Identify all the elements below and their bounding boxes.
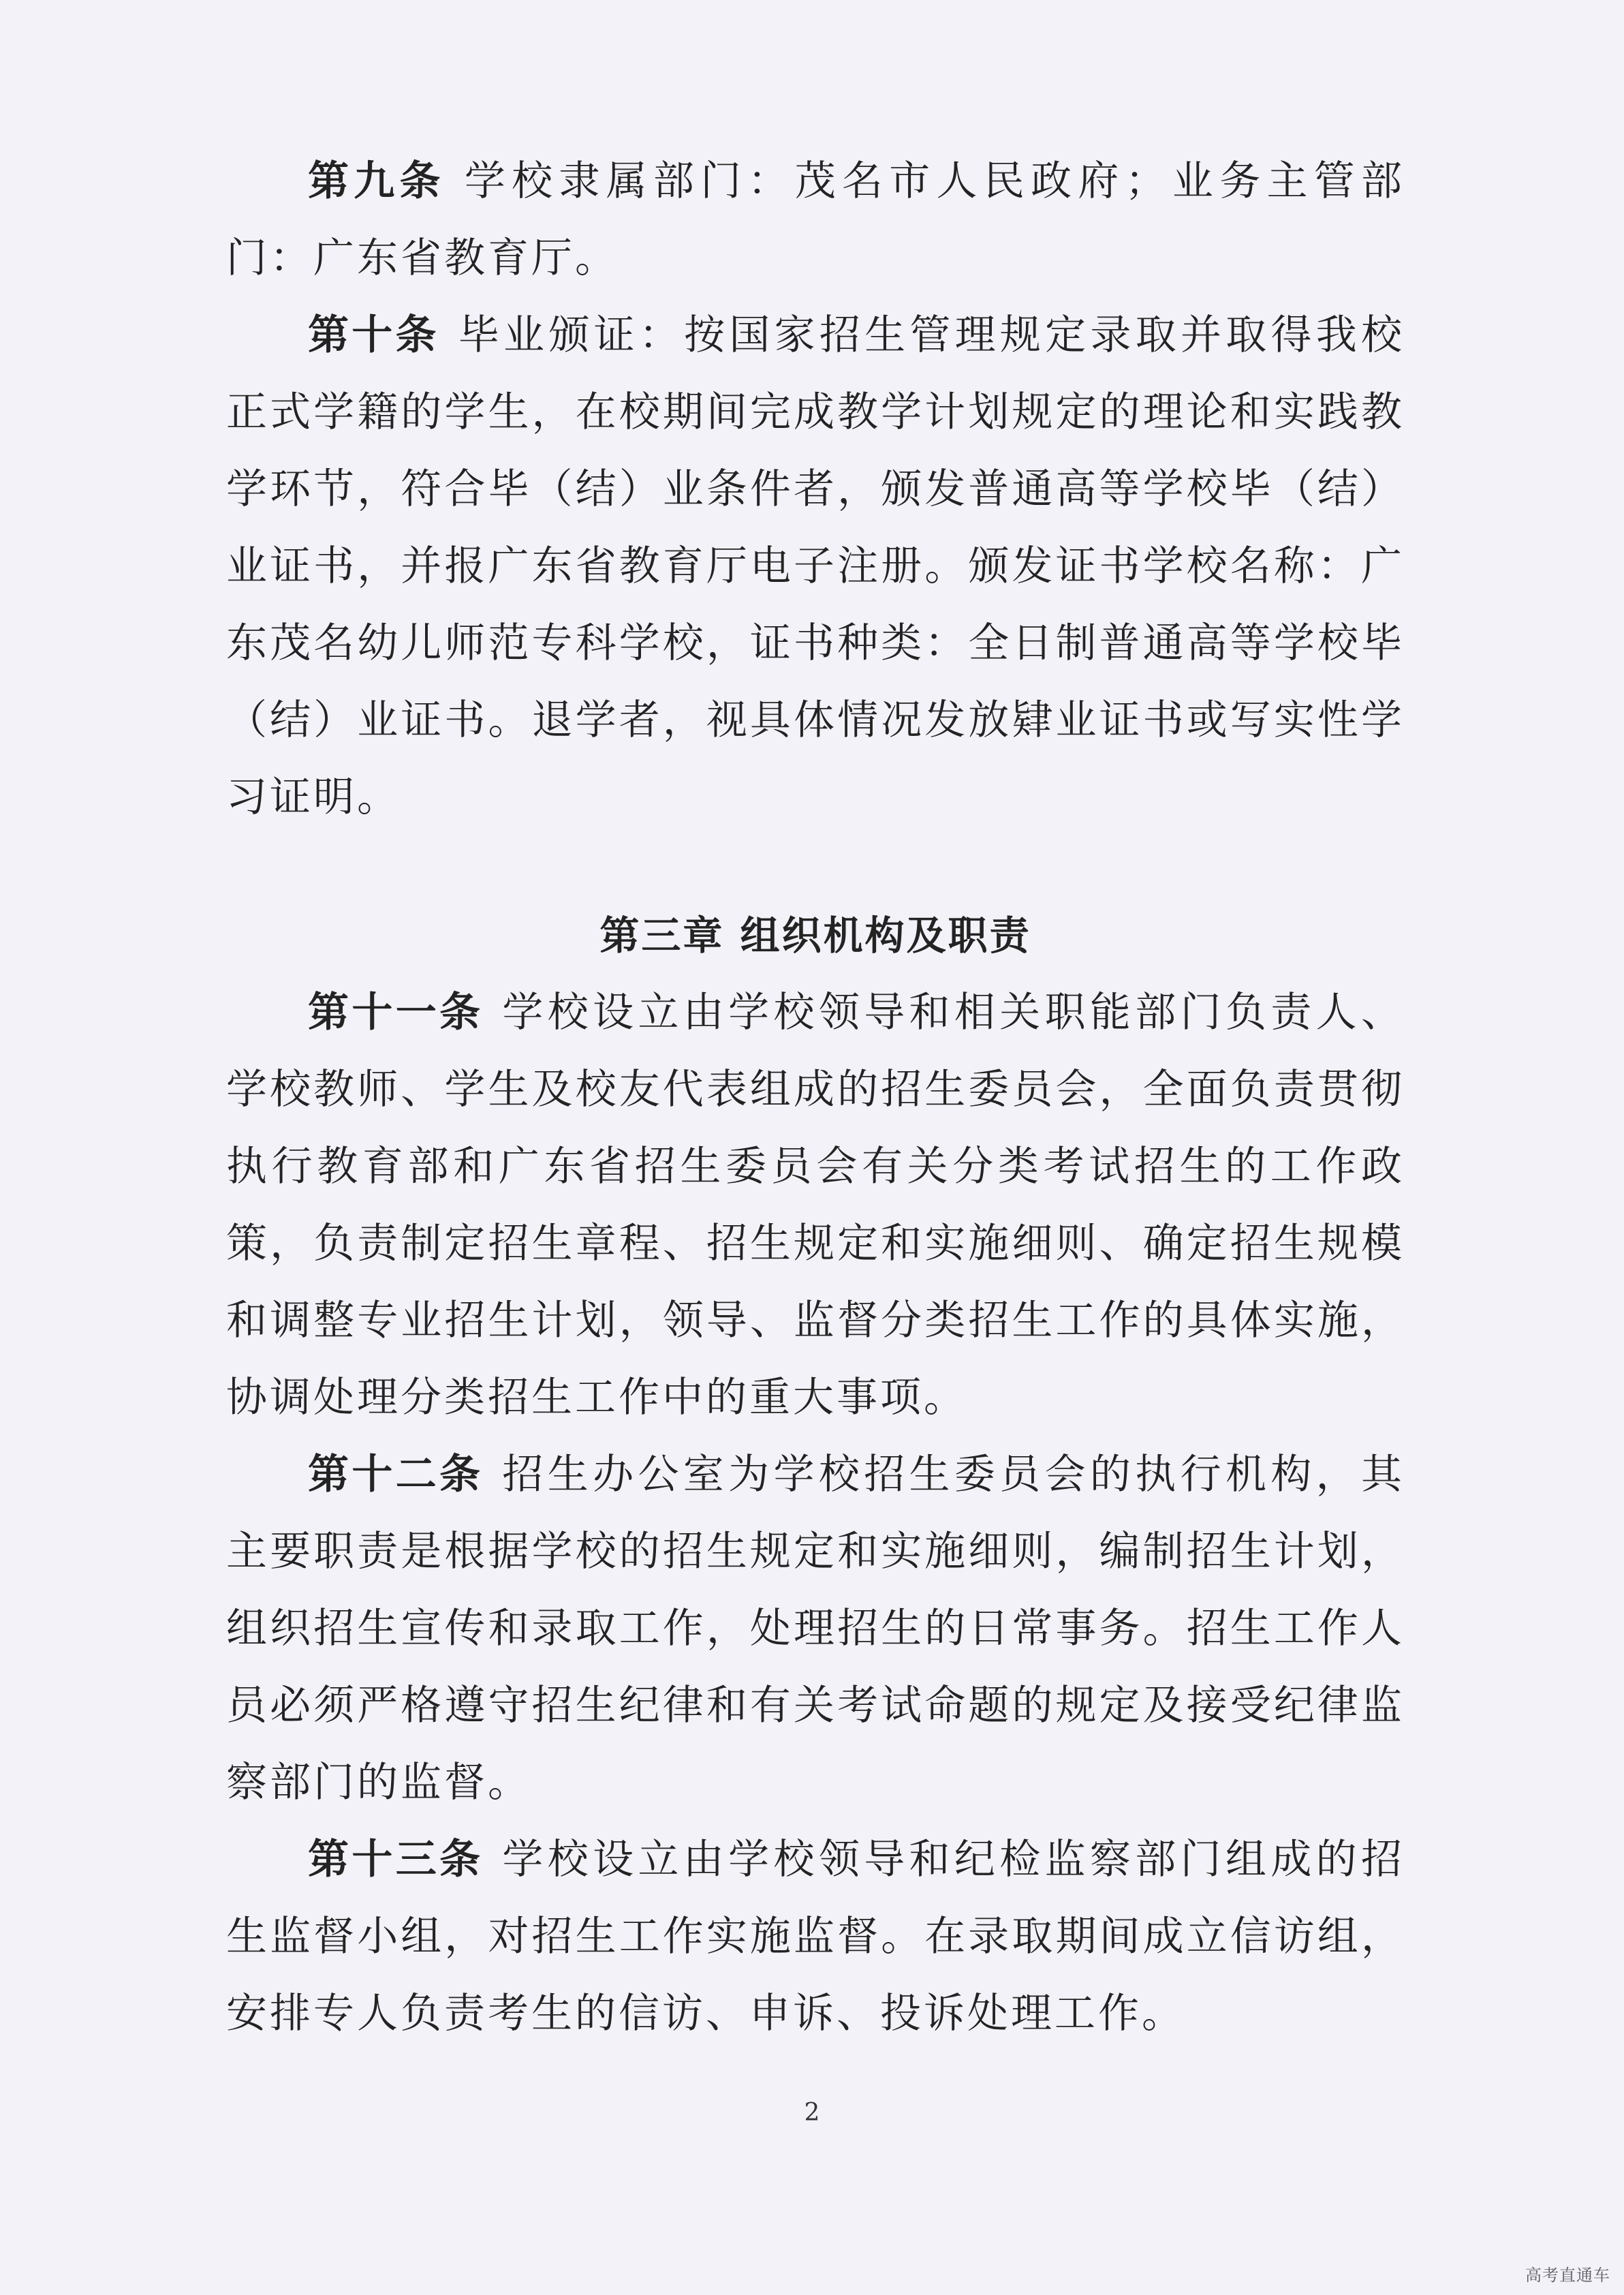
- article-label: 第十二条: [308, 1451, 484, 1498]
- article-text: 毕业颁证：按国家招生管理规定录取并取得我校正式学籍的学生，在校期间完成教学计划规定的理论和实践教学环节，符合毕（结）业条件者，颁发普通高等学校毕（结）业证书，并报广东省教育厅电子注册。颁发证书学校名称：广东茂名幼儿师范专科学校，证书种类：全日制普通高等学校毕（结）业证书。退学者，视具体情况发放肄业证书或写实性学习证明。: [226, 311, 1405, 821]
- article-text: 学校设立由学校领导和相关职能部门负责人、学校教师、学生及校友代表组成的招生委员会，全面负责贯彻执行教育部和广东省招生委员会有关分类考试招生的工作政策，负责制定招生章程、招生规定和实施细则、确定招生规模和调整专业招生计划，领导、监督分类招生工作的具体实施，协调处理分类招生工作中的重大事项。: [226, 989, 1405, 1421]
- article-label: 第十一条: [308, 989, 484, 1036]
- article-label: 第十条: [308, 311, 439, 359]
- article-13: [226, 1821, 1405, 2052]
- watermark: 高考直通车: [1525, 2266, 1610, 2285]
- article-9: [226, 143, 1405, 297]
- article-12: [226, 1436, 1405, 1821]
- article-10: [226, 297, 1405, 836]
- article-text: 学校设立由学校领导和纪检监察部门组成的招生监督小组，对招生工作实施监督。在录取期间成立信访组，安排专人负责考生的信访、申诉、投诉处理工作。: [226, 1836, 1405, 2037]
- article-text: 招生办公室为学校招生委员会的执行机构，其主要职责是根据学校的招生规定和实施细则，编制招生计划，组织招生宣传和录取工作，处理招生的日常事务。招生工作人员必须严格遵守招生纪律和有关考试命题的规定及接受纪律监察部门的监督。: [226, 1451, 1405, 1806]
- document-body: [226, 143, 1405, 2052]
- article-label: 第九条: [308, 157, 446, 205]
- chapter-title: 第三章 组织机构及职责: [599, 912, 1031, 959]
- article-text: 学校隶属部门：茂名市人民政府；业务主管部门：广东省教育厅。: [226, 157, 1405, 282]
- article-label: 第十三条: [308, 1836, 484, 1883]
- page-number: 2: [804, 2099, 820, 2127]
- article-11: [226, 974, 1405, 1436]
